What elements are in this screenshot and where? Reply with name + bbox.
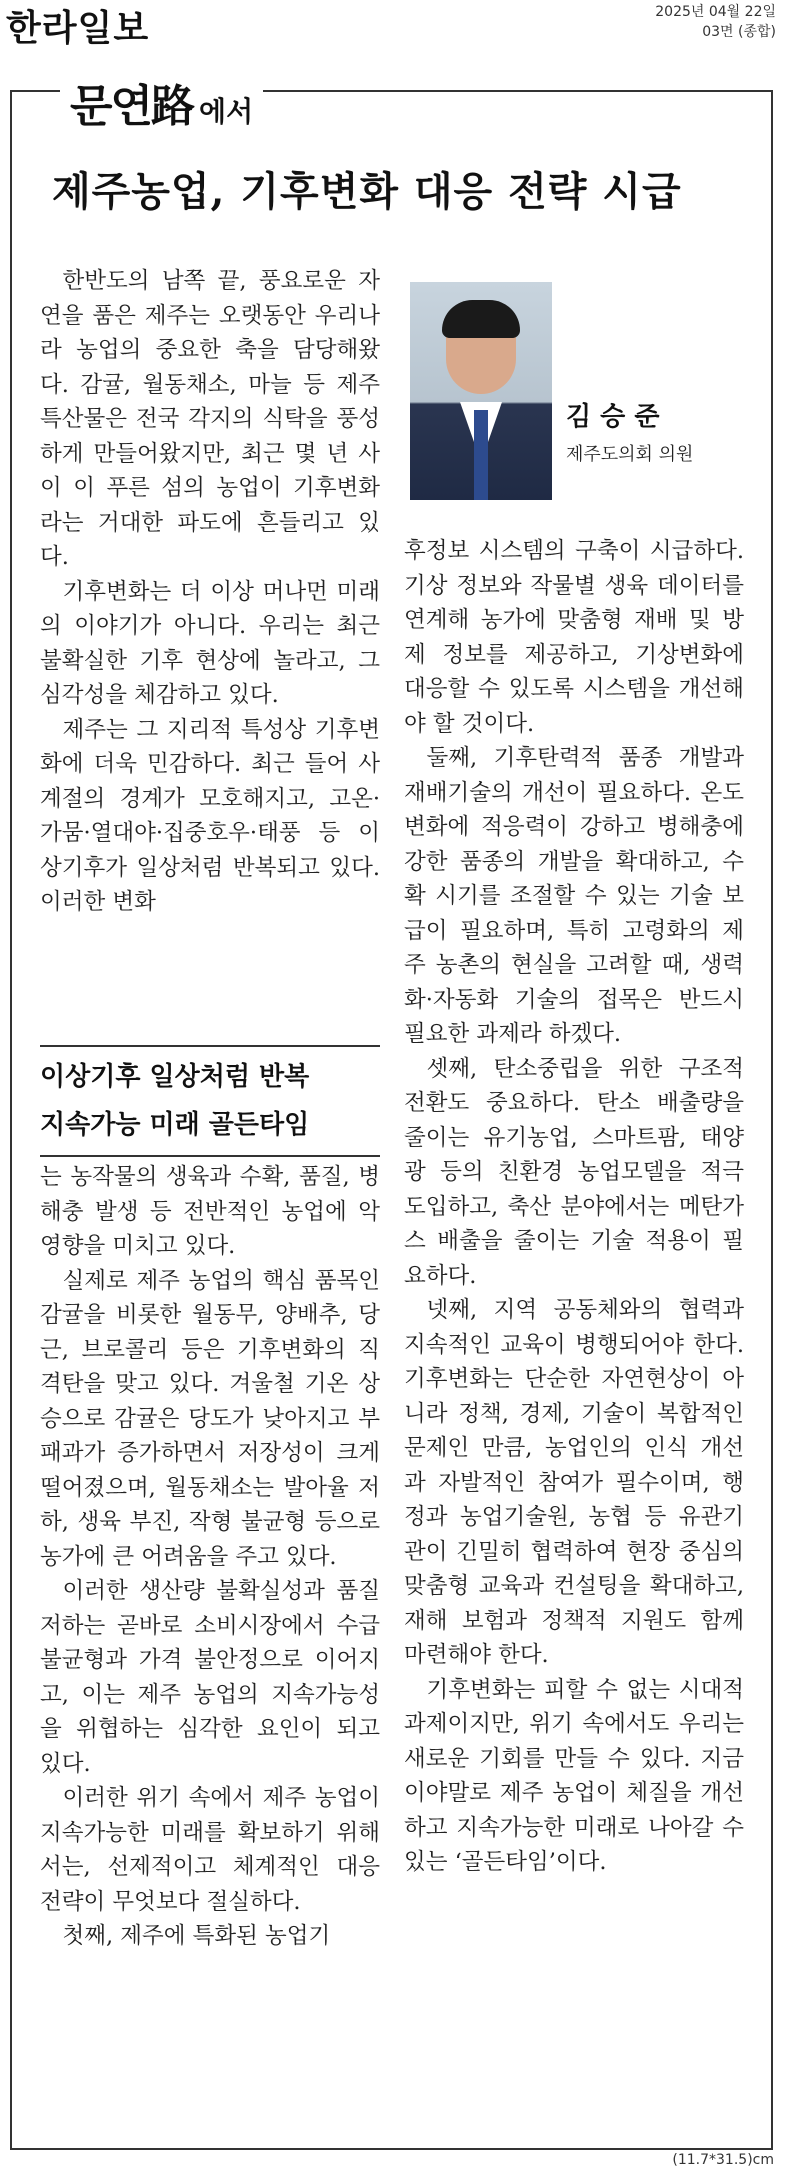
article-size-note: (11.7*31.5)cm [672,2152,774,2168]
paragraph: 셋째, 탄소중립을 위한 구조적 전환도 중요하다. 탄소 배출량을 줄이는 유기농업, 스마트팜, 태양광 등의 친환경 농업모델을 적극 도입하고, 축산 분야에서는 메탄가스 배출을 줄이는 기술 적용이 필요하다. [404,1055,744,1289]
paragraph: 이러한 생산량 불확실성과 품질 저하는 곧바로 소비시장에서 수급 불균형과 가격 불안정으로 이어지고, 이는 제주 농업의 지속가능성을 위협하는 심각한 요인이 되고 있다. [40,1578,380,1777]
section-logo-suffix: 에서 [199,95,254,128]
publication-page: 03면 (종합) [702,24,776,40]
subheading-line-2: 지속가능 미래 골든타임 [40,1110,310,1140]
article-headline: 제주농업, 기후변화 대응 전략 시급 [52,168,682,215]
paragraph: 넷째, 지역 공동체와의 협력과 지속적인 교육이 병행되어야 한다. 기후변화는 단순한 자연현상이 아니라 정책, 경제, 기술이 복합적인 문제인 만큼, 농업인의 인식 개선과 자발적인 참여가 필수이며, 행정과 농업기술원, 농협 등 유관기관이 긴밀히 협력하여 현장 중심의 맞춤형 교육과 컨설팅을 확대하고, 재해 보험과 정책적 지원도 함께 마련해야 한다. [404,1297,744,1668]
author-photo-tie [474,410,488,500]
publication-date: 2025년 04월 22일 [655,4,776,20]
paragraph: 둘째, 기후탄력적 품종 개발과 재배기술의 개선이 필요하다. 온도 변화에 적응력이 강하고 병해충에 강한 품종의 개발을 확대하고, 수확 시기를 조절할 수 있는 기술 보급이 필요하며, 특히 고령화의 제주 농촌의 현실을 고려할 때, 생력화·자동화 기술의 접목은 반드시 필요한 과제라 하겠다. [404,745,744,1047]
author-title: 제주도의회 의원 [566,444,694,465]
paragraph: 한반도의 남쪽 끝, 풍요로운 자연을 품은 제주는 오랫동안 우리나라 농업의 중요한 축을 담당해왔다. 감귤, 월동채소, 마늘 등 제주 특산물은 전국 각지의 식탁을 풍성하게 만들어왔지만, 최근 몇 년 사이 이 푸른 섬의 농업이 기후변화라는 거대한 파도에 흔들리고 있다. [40,268,380,570]
paragraph: 첫째, 제주에 특화된 농업기 [62,1923,331,1949]
article-column-1-top [40,264,380,920]
paragraph: 이러한 위기 속에서 제주 농업이 지속가능한 미래를 확보하기 위해서는, 선제적이고 체계적인 대응 전략이 무엇보다 절실하다. [40,1785,380,1915]
paragraph: 실제로 제주 농업의 핵심 품목인 감귤을 비롯한 월동무, 양배추, 당근, 브로콜리 등은 기후변화의 직격탄을 맞고 있다. 겨울철 기온 상승으로 감귤은 당도가 낮아지고 부패과가 증가하면서 저장성이 크게 떨어졌으며, 월동채소는 발아율 저하, 생육 부진, 작형 불균형 등으로 농가에 큰 어려움을 주고 있다. [40,1267,380,1570]
newspaper-masthead: 한라일보 [6,8,150,49]
publication-info [655,2,776,42]
section-logo-text: 문연路 [70,81,194,132]
subheading-line-1: 이상기후 일상처럼 반복 [40,1062,310,1092]
author-photo [410,282,552,500]
paragraph: 기후변화는 피할 수 없는 시대적 과제이지만, 위기 속에서도 우리는 새로운 기회를 만들 수 있다. 지금이야말로 제주 농업이 체질을 개선하고 지속가능한 미래로 나아갈 수 있는 ‘골든타임’이다. [404,1676,744,1875]
paragraph: 기후변화는 더 이상 머나먼 미래의 이야기가 아니다. 우리는 최근 불확실한 기후 현상에 놀라고, 그 심각성을 체감하고 있다. [40,578,380,708]
paragraph: 제주는 그 지리적 특성상 기후변화에 더욱 민감하다. 최근 들어 사계절의 경계가 모호해지고, 고온·가뭄·열대야·집중호우·태풍 등 이상기후가 일상처럼 반복되고 있다. 이러한 변화 [40,716,380,915]
article-subheading [40,1045,380,1157]
article-column-1-bottom [40,1160,380,1954]
author-photo-hair [442,300,520,338]
paragraph: 는 농작물의 생육과 수확, 품질, 병해충 발생 등 전반적인 농업에 악영향을 미치고 있다. [40,1164,380,1259]
paragraph: 후정보 시스템의 구축이 시급하다. 기상 정보와 작물별 생육 데이터를 연계해 농가에 맞춤형 재배 및 방제 정보를 제공하고, 기상변화에 대응할 수 있도록 시스템을 개선해야 할 것이다. [404,538,744,737]
article-column-2 [404,534,744,1880]
section-logo [60,70,263,134]
author-name: 김 승 준 [566,402,660,432]
